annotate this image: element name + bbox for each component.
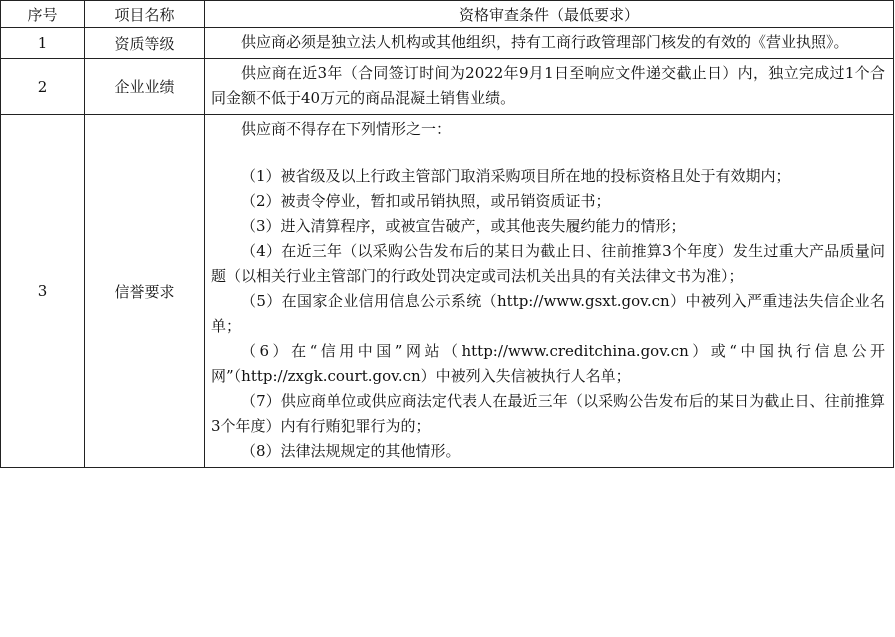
condition-paragraph: 供应商必须是独立法人机构或其他组织，持有工商行政管理部门核发的有效的《营业执照》。	[241, 33, 849, 51]
condition-item: （5）在国家企业信用信息公示系统（http://www.gsxt.gov.cn）中被列入严重违法失信企业名单；	[211, 292, 885, 335]
header-row	[1, 1, 894, 28]
condition-paragraph: 供应商在近3年（合同签订时间为2022年9月1日至响应文件递交截止日）内，独立完成过1个合同金额不低于40万元的商品混凝土销售业绩。	[211, 64, 885, 107]
blank-line	[211, 142, 885, 164]
row-condition	[205, 115, 894, 468]
table-row	[1, 28, 894, 59]
condition-intro: 供应商不得存在下列情形之一：	[241, 120, 452, 138]
row-name: 资质等级	[85, 28, 205, 59]
table-row	[1, 115, 894, 468]
row-no: 1	[1, 28, 85, 59]
row-no: 3	[1, 115, 85, 468]
condition-item: （2）被责令停业，暂扣或吊销执照，或吊销资质证书；	[241, 192, 611, 210]
table-row	[1, 59, 894, 115]
row-name: 信誉要求	[85, 115, 205, 468]
header-condition: 资格审查条件（最低要求）	[205, 1, 894, 28]
condition-item: （8）法律法规规定的其他情形。	[241, 442, 461, 460]
header-name: 项目名称	[85, 1, 205, 28]
condition-item: （7）供应商单位或供应商法定代表人在最近三年（以采购公告发布后的某日为截止日、往前推算3个年度）内有行贿犯罪行为的；	[211, 392, 885, 435]
condition-item: （4）在近三年（以采购公告发布后的某日为截止日、往前推算3个年度）发生过重大产品质量问题（以相关行业主管部门的行政处罚决定或司法机关出具的有关法律文书为准）；	[211, 242, 885, 285]
condition-item: （6）在“信用中国”网站（http://www.creditchina.gov.cn）或“中国执行信息公开网”（http://zxgk.court.gov.cn）中被列入失信被执行人名单；	[211, 342, 885, 385]
row-condition	[205, 59, 894, 115]
row-condition	[205, 28, 894, 59]
header-no: 序号	[1, 1, 85, 28]
row-name: 企业业绩	[85, 59, 205, 115]
condition-item: （1）被省级及以上行政主管部门取消采购项目所在地的投标资格且处于有效期内；	[241, 167, 791, 185]
row-no: 2	[1, 59, 85, 115]
condition-item: （3）进入清算程序，或被宣告破产，或其他丧失履约能力的情形；	[241, 217, 686, 235]
